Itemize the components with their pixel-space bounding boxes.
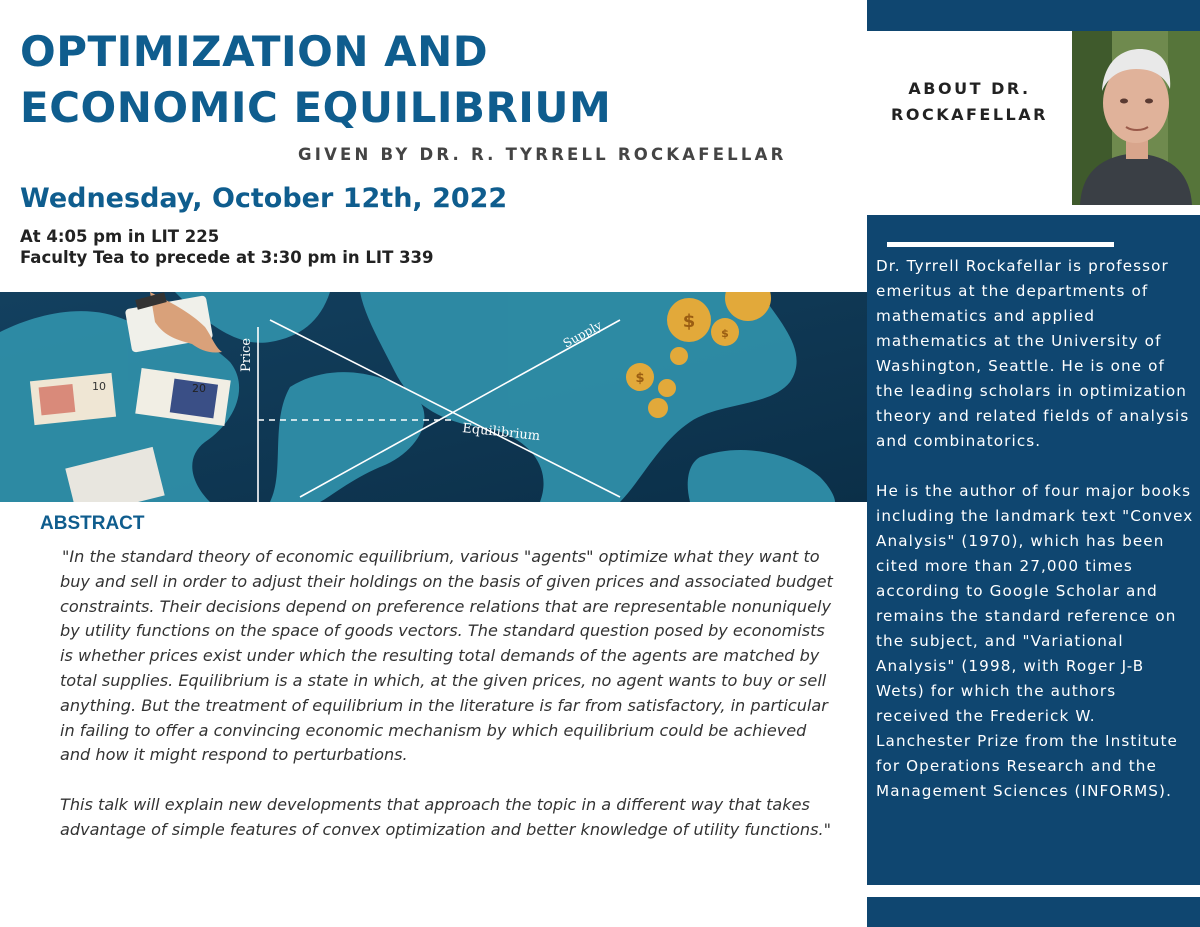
speaker-sidebar [867, 0, 1200, 927]
abstract-paragraph-2: This talk will explain new developments that approach the topic in a different way that takes advantage of simple features of convex optimization and better knowledge of utility functions." [60, 794, 831, 839]
banknote-10-value: 10 [92, 380, 106, 393]
about-heading-line-2: ROCKAFELLAR [891, 105, 1048, 124]
bio-top-rule [887, 242, 1114, 247]
panel-top-divider [867, 205, 1200, 215]
bio-bottom-rule [867, 885, 1200, 897]
banner-illustration [0, 292, 867, 502]
speaker-bio-panel [867, 205, 1200, 927]
speaker-photo [1072, 31, 1200, 205]
title-line-1: OPTIMIZATION AND [20, 27, 489, 76]
price-axis-label: Price [239, 337, 254, 372]
event-details [20, 226, 434, 268]
sidebar-top-band [867, 0, 1200, 31]
event-date: Wednesday, October 12th, 2022 [20, 183, 508, 214]
banknote-20-value: 20 [192, 382, 206, 395]
supply-curve-label: Supply [560, 318, 605, 351]
speaker-byline: GIVEN BY DR. R. TYRRELL ROCKAFELLAR [298, 145, 787, 164]
about-heading-line-1: ABOUT DR. [908, 79, 1031, 98]
coin-symbol: $ [721, 327, 729, 340]
abstract-heading: ABSTRACT [40, 513, 145, 534]
about-speaker-heading [867, 76, 1072, 128]
speaker-portrait-image [1072, 31, 1200, 205]
equilibrium-label: Equilibrium [461, 421, 541, 445]
abstract-body [60, 545, 835, 843]
coin-symbol: $ [682, 311, 696, 332]
title-line-2: ECONOMIC EQUILIBRIUM [20, 83, 612, 132]
faculty-tea-note: Faculty Tea to precede at 3:30 pm in LIT 339 [20, 248, 434, 267]
bio-paragraph-2: He is the author of four major books including the landmark text "Convex Analysis" (1970), which has been cited more than 27,000 times according to Google Scholar and remains the standard reference on the subject, and "Variational Analysis" (1998, with Roger J-B Wets) for which the authors received the Frederick W. Lanchester Prize from the Institute for Operations Research and the Management Sciences (INFORMS). [876, 482, 1194, 800]
event-time-location: At 4:05 pm in LIT 225 [20, 227, 220, 246]
speaker-bio [876, 254, 1194, 804]
event-title [20, 24, 611, 136]
coin-symbol: $ [635, 371, 645, 386]
bio-paragraph-1: Dr. Tyrrell Rockafellar is professor emeritus at the departments of mathematics and applied mathematics at the University of Washington, Seattle. He is one of the leading scholars in optimization theory and related fields of analysis and combinatorics. [876, 257, 1190, 450]
equilibrium-banner-image [0, 292, 867, 502]
abstract-paragraph-1: "In the standard theory of economic equilibrium, various "agents" optimize what they want to buy and sell in order to adjust their holdings on the basis of given prices and associated budget constraints. Their decisions depend on preference relations that are representable nonuniquely by utility functions on the space of goods vectors. The standard question posed by economists is whether prices exist under which the resulting total demands of the agents are matched by total supplies. Equilibrium is a state in which, at the given prices, no agent wants to buy or sell anything. But the treatment of equilibrium in the literature is far from satisfactory, in particular in failing to offer a convincing economic mechanism by which equilibrium could be achieved and how it might respond to perturbations. [60, 547, 833, 765]
